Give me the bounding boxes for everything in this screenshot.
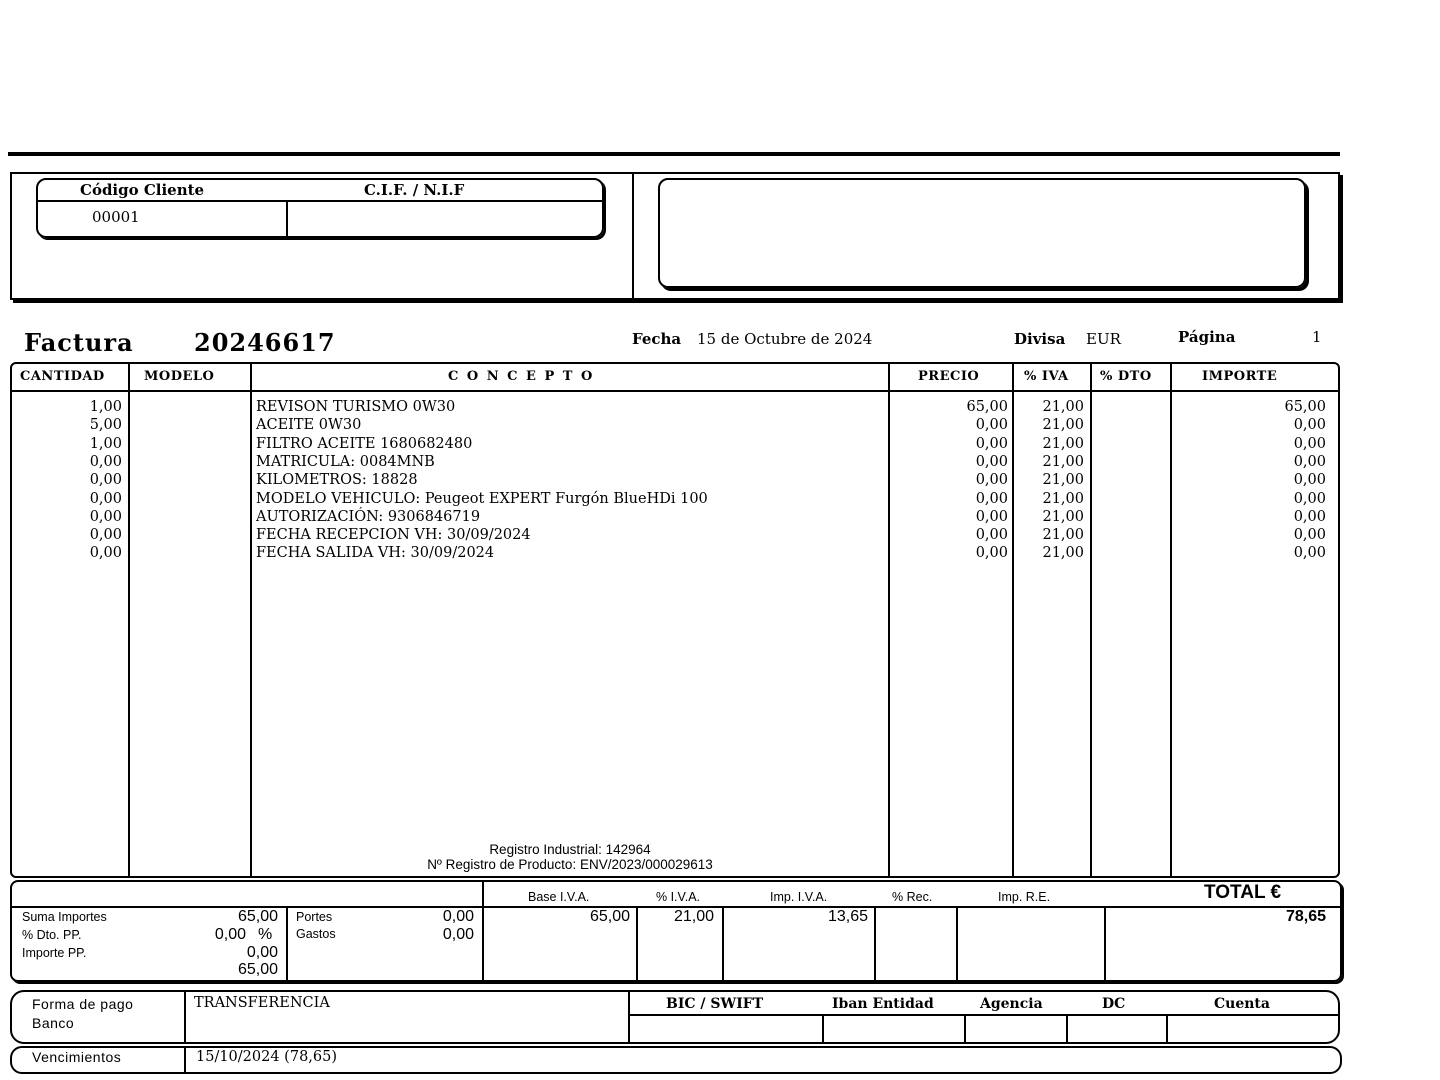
- page-number: 1: [1312, 328, 1322, 346]
- base-iva-label: Base I.V.A.: [528, 890, 590, 904]
- bank-col-divider: [822, 1014, 824, 1042]
- cell-importe: 0,00: [1293, 453, 1326, 470]
- vencimientos-value: 15/10/2024 (78,65): [196, 1049, 338, 1065]
- cell-iva: 21,00: [1042, 399, 1084, 415]
- cell-importe: 65,00: [1284, 399, 1326, 415]
- banco-label: Banco: [32, 1015, 75, 1031]
- dto-pp-label: % Dto. PP.: [22, 928, 82, 942]
- cell-precio: 0,00: [975, 527, 1008, 544]
- pct-iva-value: 21,00: [673, 908, 714, 925]
- forma-pago-label: Forma de pago: [32, 996, 134, 1012]
- portes-value: 0,00: [442, 908, 474, 925]
- forma-pago-value: TRANSFERENCIA: [194, 995, 330, 1011]
- totals-divider: [482, 882, 484, 980]
- date-label: Fecha: [632, 330, 682, 348]
- totals-divider: [874, 906, 876, 980]
- gastos-label: Gastos: [296, 927, 336, 941]
- gastos-value: 0,00: [442, 926, 474, 943]
- cell-importe: 0,00: [1293, 490, 1326, 507]
- portes-label: Portes: [296, 910, 333, 924]
- cell-cantidad: 0,00: [89, 527, 122, 544]
- cell-importe: 0,00: [1293, 508, 1326, 525]
- cell-concepto: AUTORIZACIÓN: 9306846719: [256, 508, 481, 525]
- total-value: 78,65: [1285, 908, 1326, 925]
- client-code-label: Código Cliente: [80, 181, 205, 199]
- cell-concepto: REVISON TURISMO 0W30: [256, 399, 456, 415]
- pct-rec-label: % Rec.: [892, 890, 933, 904]
- vencimientos-label: Vencimientos: [32, 1049, 122, 1065]
- invoice-label: Factura: [24, 328, 134, 357]
- cell-iva: 21,00: [1042, 435, 1084, 452]
- cell-iva: 21,00: [1042, 545, 1084, 562]
- vencimientos-divider: [184, 1046, 186, 1072]
- cell-cantidad: 0,00: [89, 490, 122, 507]
- pct-iva-label: % I.V.A.: [656, 890, 701, 904]
- cell-cantidad: 0,00: [89, 453, 122, 470]
- dc-label: DC: [1102, 996, 1126, 1012]
- client-code-value: 00001: [92, 208, 140, 226]
- invoice-number: 20246617: [194, 328, 336, 357]
- items-body: [0, 399, 1440, 579]
- header-modelo: MODELO: [144, 369, 215, 384]
- cell-precio: 0,00: [975, 490, 1008, 507]
- totals-divider: [636, 906, 638, 980]
- suma-importes-value: 65,00: [237, 908, 278, 925]
- client-code-box-split: [286, 200, 288, 236]
- cell-iva: 21,00: [1042, 490, 1084, 507]
- header-dto: % DTO: [1100, 369, 1152, 384]
- cell-iva: 21,00: [1042, 508, 1084, 525]
- registro-producto: Nº Registro de Producto: ENV/2023/000029613: [427, 857, 713, 872]
- importe-pp-label: Importe PP.: [22, 946, 87, 960]
- cif-label: C.I.F. / N.I.F: [364, 181, 465, 199]
- suma-importes-label: Suma Importes: [22, 910, 107, 924]
- cell-concepto: FILTRO ACEITE 1680682480: [256, 435, 473, 452]
- header-iva: % IVA: [1024, 369, 1069, 384]
- cell-concepto: MATRICULA: 0084MNB: [256, 453, 435, 470]
- bank-col-divider: [964, 1014, 966, 1042]
- cell-concepto: FECHA RECEPCION VH: 30/09/2024: [256, 527, 531, 544]
- importe-pp-value: 0,00: [246, 944, 278, 961]
- currency-label: Divisa: [1014, 330, 1066, 348]
- client-code-box-rule: [36, 200, 602, 202]
- client-address-box: [658, 178, 1306, 288]
- dto-pp-value: 0,00: [214, 926, 246, 943]
- bank-col-divider: [1066, 1014, 1068, 1042]
- cell-cantidad: 1,00: [89, 435, 122, 452]
- header-cantidad: CANTIDAD: [20, 369, 105, 384]
- totals-divider: [722, 906, 724, 980]
- items-table-header-rule: [10, 390, 1338, 392]
- header-precio: PRECIO: [918, 369, 980, 384]
- cell-concepto: KILOMETROS: 18828: [256, 472, 418, 489]
- dto-pp-percent: %: [258, 926, 273, 943]
- base-iva-value: 65,00: [589, 908, 630, 925]
- imp-iva-value: 13,65: [827, 908, 868, 925]
- cell-precio: 0,00: [975, 472, 1008, 489]
- cell-concepto: ACEITE 0W30: [256, 417, 362, 434]
- cell-iva: 21,00: [1042, 472, 1084, 489]
- payment-divider: [628, 990, 630, 1042]
- header-importe: IMPORTE: [1202, 369, 1278, 384]
- cell-cantidad: 0,00: [89, 508, 122, 525]
- cell-iva: 21,00: [1042, 453, 1084, 470]
- cell-cantidad: 1,00: [89, 399, 122, 415]
- agencia-label: Agencia: [980, 996, 1043, 1012]
- bic-swift-label: BIC / SWIFT: [666, 996, 764, 1012]
- cell-precio: 0,00: [975, 545, 1008, 562]
- totals-divider: [1104, 906, 1106, 980]
- payment-divider: [184, 990, 186, 1042]
- registro-industrial: Registro Industrial: 142964: [489, 842, 651, 857]
- cell-concepto: MODELO VEHICULO: Peugeot EXPERT Furgón BlueHDi 100: [256, 490, 708, 507]
- cell-importe: 0,00: [1293, 435, 1326, 452]
- cell-importe: 0,00: [1293, 417, 1326, 434]
- header-concepto: C O N C E P T O: [448, 369, 595, 384]
- cell-precio: 0,00: [975, 453, 1008, 470]
- cell-precio: 0,00: [975, 435, 1008, 452]
- cell-iva: 21,00: [1042, 527, 1084, 544]
- header-divider: [8, 152, 1340, 156]
- cell-importe: 0,00: [1293, 527, 1326, 544]
- totals-divider: [956, 906, 958, 980]
- cell-precio: 0,00: [975, 508, 1008, 525]
- cell-precio: 0,00: [975, 417, 1008, 434]
- cell-concepto: FECHA SALIDA VH: 30/09/2024: [256, 545, 495, 562]
- bank-col-divider: [1166, 1014, 1168, 1042]
- totals-divider: [286, 906, 288, 980]
- currency-value: EUR: [1086, 330, 1121, 348]
- page-label: Página: [1178, 328, 1236, 346]
- cuenta-label: Cuenta: [1214, 996, 1270, 1012]
- client-section-divider: [632, 172, 634, 298]
- date-value: 15 de Octubre de 2024: [697, 330, 873, 348]
- cell-importe: 0,00: [1293, 545, 1326, 562]
- imp-iva-label: Imp. I.V.A.: [770, 890, 828, 904]
- cell-cantidad: 0,00: [89, 545, 122, 562]
- cell-cantidad: 5,00: [89, 417, 122, 434]
- total-label: TOTAL €: [1204, 882, 1282, 903]
- cell-importe: 0,00: [1293, 472, 1326, 489]
- cell-cantidad: 0,00: [89, 472, 122, 489]
- iban-entidad-label: Iban Entidad: [832, 996, 934, 1012]
- subtotal-value: 65,00: [237, 961, 278, 978]
- cell-precio: 65,00: [966, 399, 1008, 415]
- imp-re-label: Imp. R.E.: [998, 890, 1051, 904]
- bank-header-rule: [628, 1014, 1338, 1016]
- cell-iva: 21,00: [1042, 417, 1084, 434]
